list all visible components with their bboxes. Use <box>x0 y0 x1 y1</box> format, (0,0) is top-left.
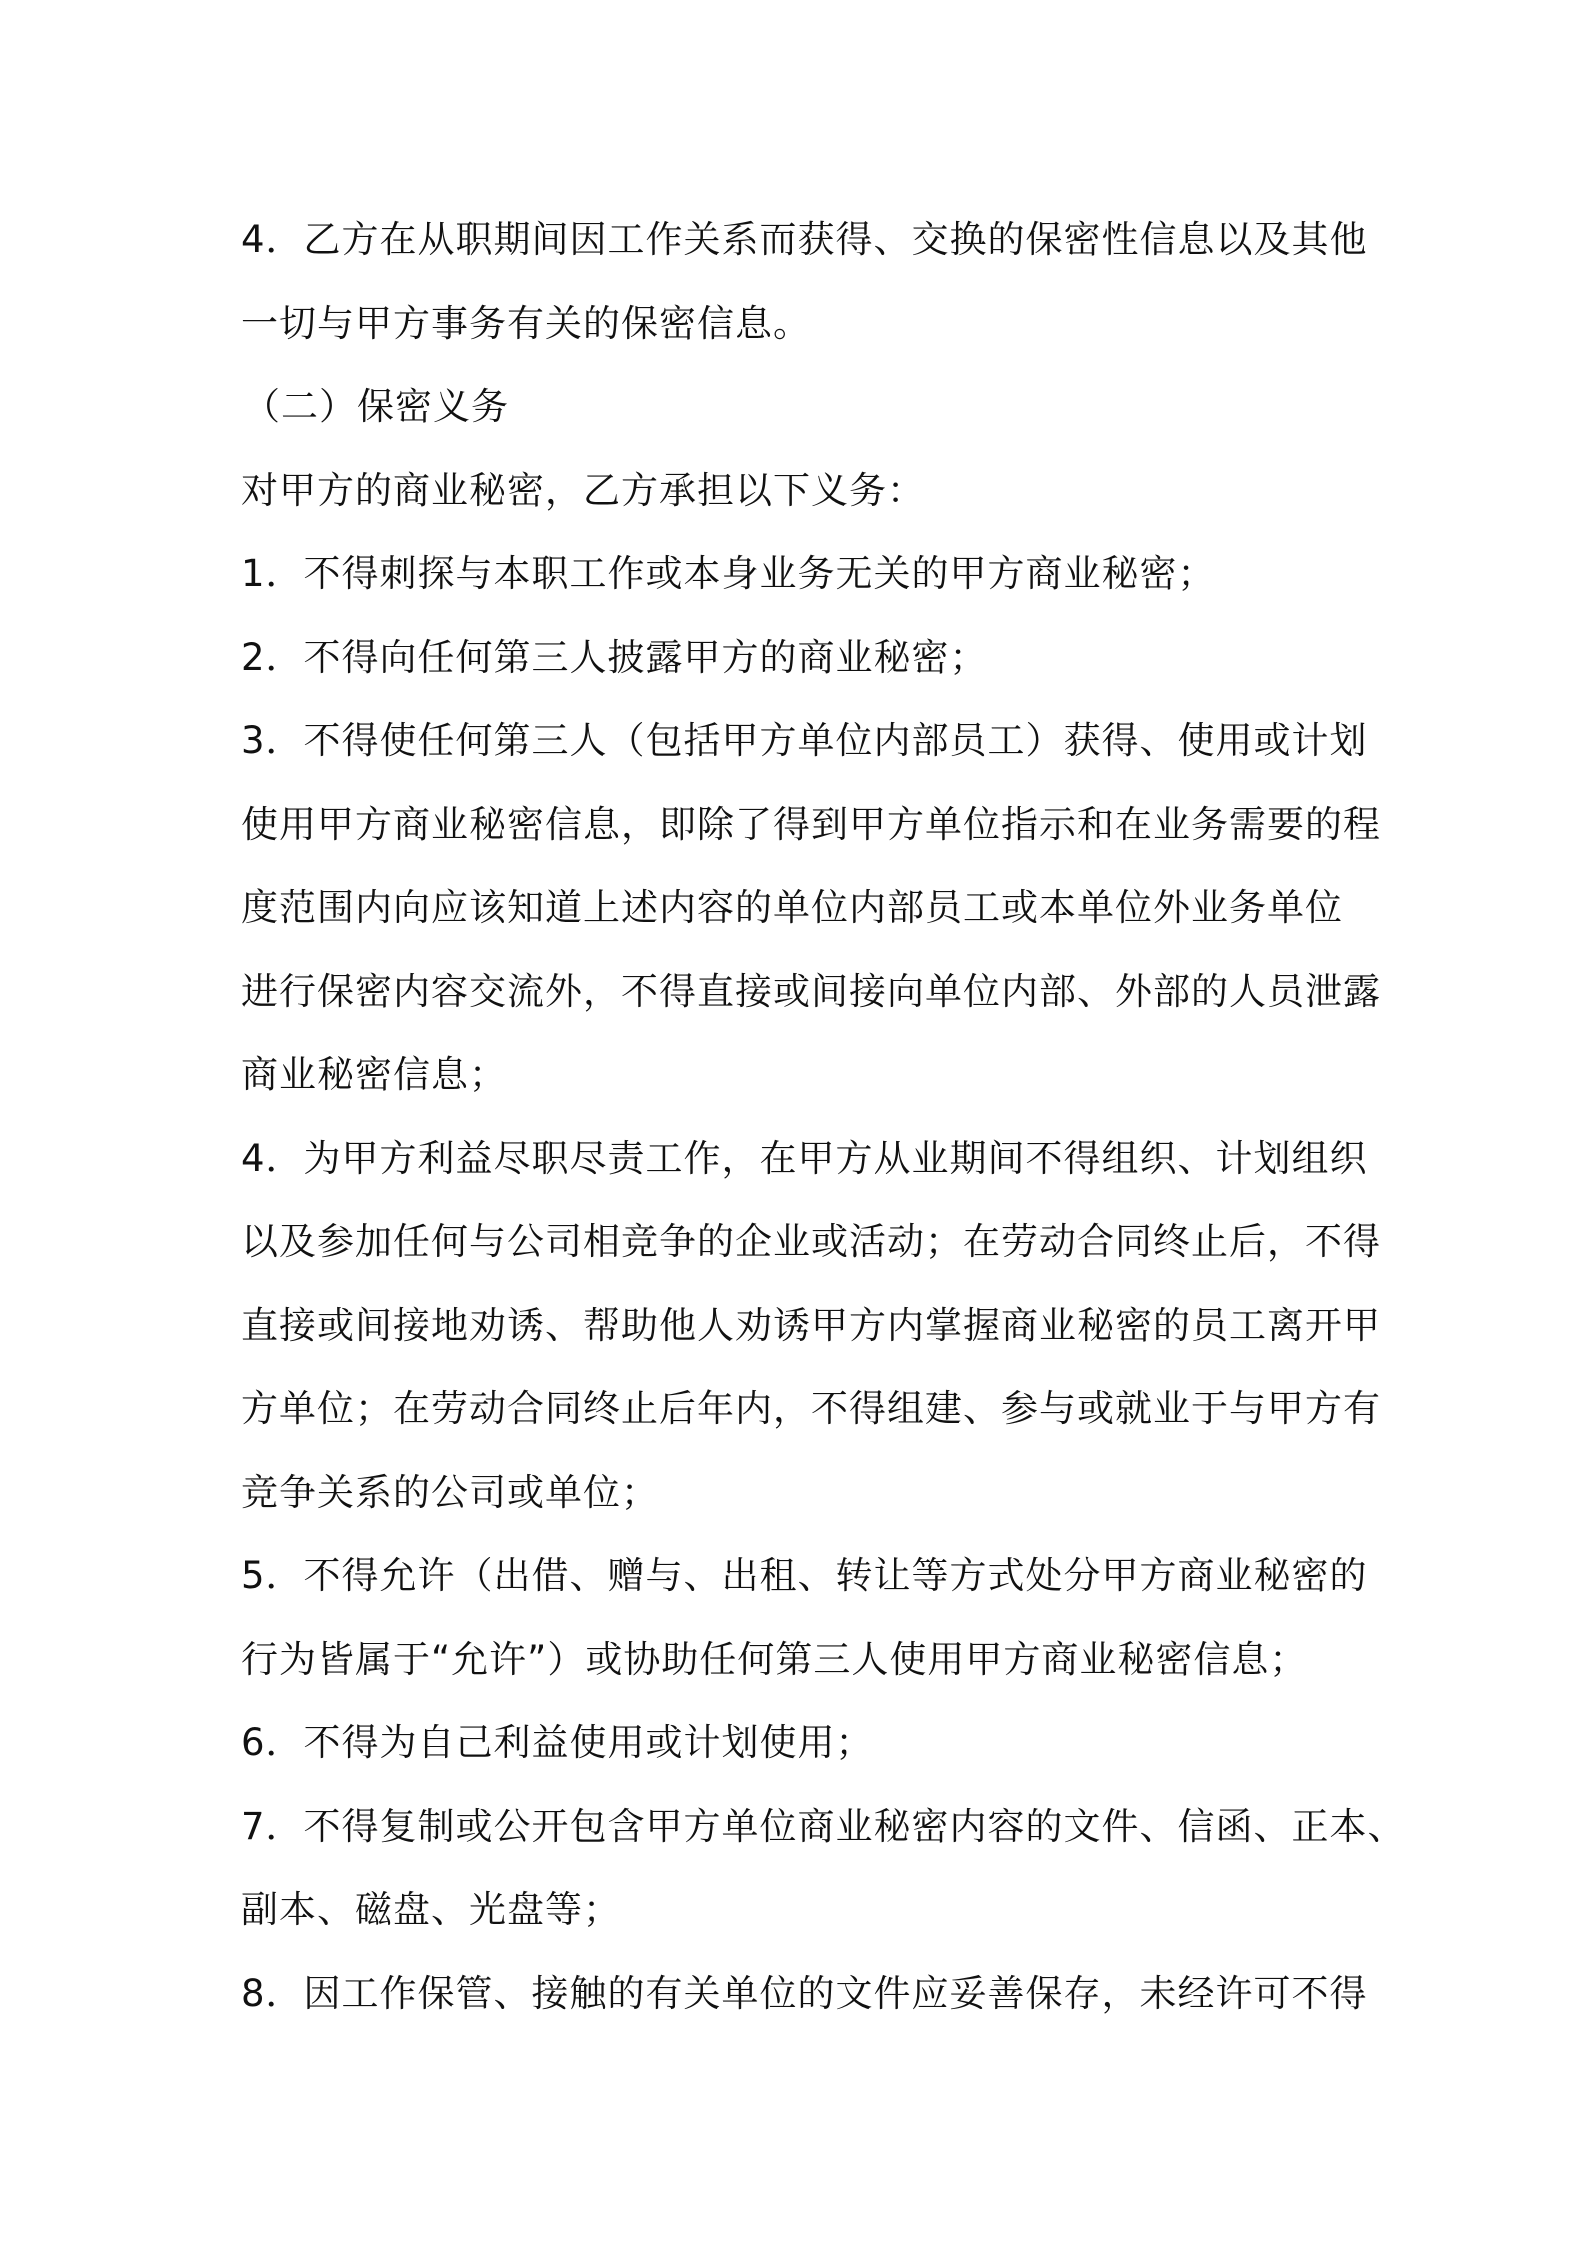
text-line: 以及参加任何与公司相竞争的企业或活动；在劳动合同终止后，不得 <box>241 1220 1381 1263</box>
text-line: 进行保密内容交流外，不得直接或间接向单位内部、外部的人员泄露 <box>241 969 1381 1013</box>
text-line: 一切与甲方事务有关的保密信息。 <box>241 301 811 345</box>
text-line: 商业秘密信息； <box>241 1053 507 1096</box>
list-item: 1．不得刺探与本职工作或本身业务无关的甲方商业秘密； <box>241 552 1216 595</box>
text-line: 副本、磁盘、光盘等； <box>241 1888 621 1931</box>
section-heading: （二）保密义务 <box>243 385 509 428</box>
list-item: 3．不得使任何第三人（包括甲方单位内部员工）获得、使用或计划 <box>241 719 1368 762</box>
text-line: 4．乙方在从职期间因工作关系而获得、交换的保密性信息以及其他 <box>241 218 1368 261</box>
list-item: 5．不得允许（出借、赠与、出租、转让等方式处分甲方商业秘密的 <box>241 1554 1368 1597</box>
list-item: 6．不得为自己利益使用或计划使用； <box>241 1721 874 1764</box>
list-item: 7．不得复制或公开包含甲方单位商业秘密内容的文件、信函、正本、 <box>241 1804 1406 1848</box>
list-item: 2．不得向任何第三人披露甲方的商业秘密； <box>241 635 988 679</box>
list-item: 4．为甲方利益尽职尽责工作，在甲方从业期间不得组织、计划组织 <box>241 1136 1368 1180</box>
text-line: 使用甲方商业秘密信息，即除了得到甲方单位指示和在业务需要的程 <box>241 802 1381 846</box>
text-line: 竞争关系的公司或单位； <box>241 1470 659 1514</box>
text-line: 度范围内向应该知道上述内容的单位内部员工或本单位外业务单位 <box>241 886 1343 929</box>
text-line: 行为皆属于“允许”）或协助任何第三人使用甲方商业秘密信息； <box>241 1637 1308 1681</box>
document-body <box>241 198 1406 2035</box>
text-line: 对甲方的商业秘密，乙方承担以下义务： <box>241 468 925 512</box>
list-item: 8．因工作保管、接触的有关单位的文件应妥善保存，未经许可不得 <box>241 1971 1368 2015</box>
text-line: 直接或间接地劝诱、帮助他人劝诱甲方内掌握商业秘密的员工离开甲 <box>241 1303 1381 1347</box>
text-line: 方单位；在劳动合同终止后年内，不得组建、参与或就业于与甲方有 <box>241 1387 1381 1430</box>
